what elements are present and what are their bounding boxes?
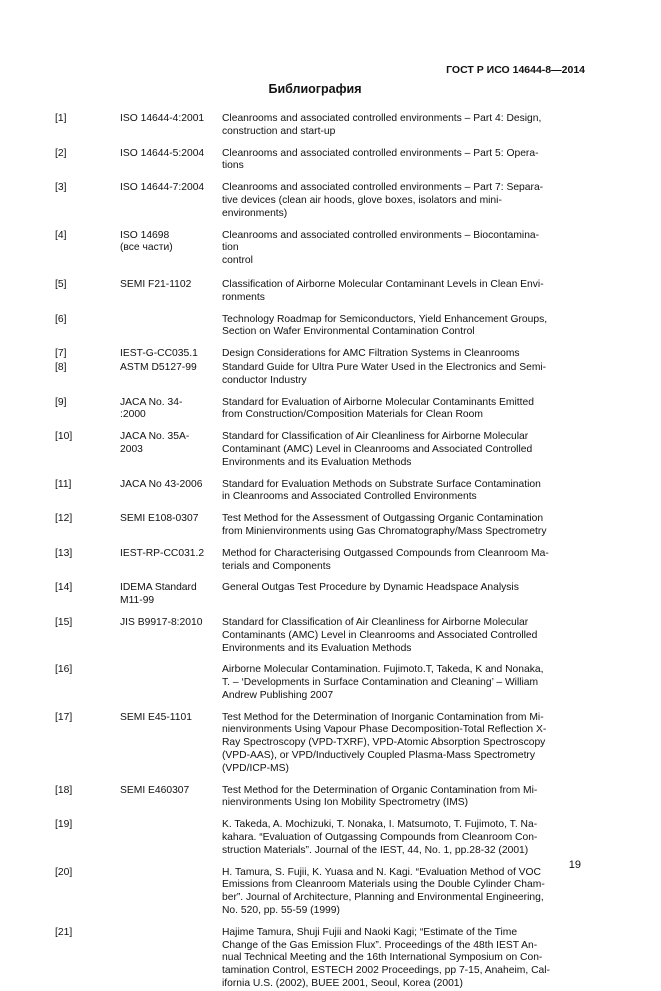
entry-text: Airborne Molecular Contamination. Fujimoto.T, Takeda, K and Nonaka, T. – ‘Developments in Surface Contamination and Cleaning’ – William Andrew Publishing 2007	[222, 664, 544, 701]
entry-text: Cleanrooms and associated controlled environments – Biocontamina- tion control	[222, 229, 540, 267]
entry-code: ISO 14644-4:2001	[120, 113, 205, 124]
entry-code	[120, 819, 222, 857]
entry-code: SEMI E45-1101	[120, 711, 192, 723]
entry-text: K. Takeda, A. Mochizuki, T. Nonaka, I. Matsumoto, T. Fujimoto, T. Na- kahara. “Evaluation of Outgassing Compounds from Cleanroom Con- struction Materials”. Journal of the IEST, 44, No. 1, pp.28-32 (2001)	[222, 819, 538, 856]
entry-number: [14]	[55, 582, 73, 594]
entry-number: [4]	[55, 229, 67, 241]
entry-number: [5]	[55, 278, 67, 290]
entry-code: ISO 14644-5:2004	[120, 147, 205, 159]
bibliography-entry	[55, 362, 575, 388]
page-title: Библиография	[268, 82, 362, 96]
entry-number: [8]	[55, 361, 67, 373]
entry-number: [15]	[55, 616, 73, 628]
bibliography-entry	[55, 279, 575, 305]
bibliography-entry	[55, 431, 575, 469]
bibliography-entry	[55, 479, 575, 505]
entry-text: Standard for Classification of Air Cleanliness for Airborne Molecular Contaminant (AMC) Level in Cleanrooms and Associated Controlled Environments and its Evaluation Methods	[222, 431, 533, 468]
entry-code: SEMI F21-1102	[120, 278, 192, 290]
entry-text: Technology Roadmap for Semiconductors, Yield Enhancement Groups, Section on Wafer Environmental Contamination Control	[222, 313, 548, 338]
bibliography-entry	[55, 230, 575, 268]
entry-text: Method for Characterising Outgassed Compounds from Cleanroom Ma- terials and Components	[222, 547, 549, 572]
bibliography-entry	[55, 582, 575, 608]
entry-text: Cleanrooms and associated controlled environments – Part 4: Design, construction and start-up	[222, 113, 542, 137]
entry-text: Standard for Classification of Air Cleanliness for Airborne Molecular Contaminants (AMC) Level in Cleanrooms and Associated Controlled Environments and its Evaluation Methods	[222, 616, 538, 654]
bibliography-list	[55, 113, 575, 991]
entry-text: Classification of Airborne Molecular Contaminant Levels in Clean Envi- ronments	[222, 278, 544, 303]
entry-code: JIS B9917-8:2010	[120, 616, 203, 628]
entry-text: Standard for Evaluation of Airborne Molecular Contaminants Emitted from Construction/Composition Materials for Clean Room	[222, 396, 534, 421]
entry-number: [19]	[55, 819, 73, 831]
entry-number: [17]	[55, 711, 73, 723]
entry-number: [18]	[55, 784, 73, 796]
entry-code	[120, 927, 222, 991]
entry-code: IDEMA Standard M11-99	[120, 582, 197, 607]
entry-number: [21]	[55, 926, 73, 938]
entry-code: JACA No 43-2006	[120, 478, 203, 490]
bibliography-entry	[55, 148, 575, 174]
bibliography-entry	[55, 348, 575, 361]
bibliography-entry	[55, 513, 575, 539]
bibliography-entry	[55, 927, 575, 991]
bibliography-entry	[55, 182, 575, 220]
entry-number: [7]	[55, 348, 67, 360]
entry-code: SEMI E108-0307	[120, 513, 199, 525]
entry-text: Test Method for the Assessment of Outgassing Organic Contamination from Minienvironments using Gas Chromatography/Mass Spectrometry	[222, 513, 547, 537]
bibliography-entry	[55, 867, 575, 918]
bibliography-entry	[55, 617, 575, 655]
entry-number: [16]	[55, 664, 73, 676]
entry-number: [10]	[55, 431, 73, 443]
bibliography-entry	[55, 785, 575, 811]
entry-text: Design Considerations for AMC Filtration Systems in Cleanrooms	[222, 348, 520, 360]
entry-text: Test Method for the Determination of Organic Contamination from Mi- nienvironments Using Ion Mobility Spectrometry (IMS)	[222, 784, 538, 809]
bibliography-entry	[55, 664, 575, 702]
entry-number: [6]	[55, 313, 67, 325]
entry-number: [3]	[55, 182, 67, 194]
bibliography-entry	[55, 548, 575, 574]
entry-text: Cleanrooms and associated controlled environments – Part 7: Separa- tive devices (clean air hoods, glove boxes, isolators and mini- environments)	[222, 182, 544, 219]
entry-number: [13]	[55, 547, 73, 559]
entry-text: Cleanrooms and associated controlled environments – Part 5: Opera- tions	[222, 147, 539, 172]
entry-code	[120, 664, 222, 702]
entry-number: [1]	[55, 113, 67, 124]
entry-number: [2]	[55, 147, 67, 159]
entry-code: ASTM D5127-99	[120, 361, 197, 373]
entry-text: General Outgas Test Procedure by Dynamic Headspace Analysis	[222, 582, 519, 594]
entry-code	[120, 867, 222, 918]
entry-code: JACA No. 35A- 2003	[120, 431, 190, 455]
entry-code: IEST-G-CC035.1	[120, 348, 198, 360]
entry-code: ISO 14698 (все части)	[120, 229, 173, 254]
entry-number: [20]	[55, 866, 73, 878]
entry-text: H. Tamura, S. Fujii, K. Yuasa and N. Kagi. “Evaluation Method of VOC Emissions from Cleanroom Materials using the Double Cylinder Cham- ber”. Journal of Architecture, Planning and Environmental Engineering, No. 520, pp. 55-59 (1999)	[222, 866, 545, 917]
bibliography-entry	[55, 712, 575, 776]
entry-text: Test Method for the Determination of Inorganic Contamination from Mi- nienvironments Using Vapour Phase Decomposition-Total Reflection X- Ray Spectroscopy (VPD-TXRF), VPD-Atomic Absorption Spectroscopy (VPD-AAS), or VPD/Inductively Coupled Plasma-Mass Spectrometry (VPD/ICP-MS)	[222, 711, 547, 774]
entry-code: IEST-RP-CC031.2	[120, 547, 205, 559]
page-number: 19	[568, 859, 581, 871]
document-id: ГОСТ Р ИСО 14644-8—2014	[446, 64, 585, 76]
bibliography-entry	[55, 314, 575, 340]
entry-code: ISO 14644-7:2004	[120, 182, 205, 194]
bibliography-entry	[55, 819, 575, 857]
entry-code: JACA No. 34- :2000	[120, 396, 183, 421]
entry-code: SEMI E460307	[120, 784, 190, 796]
entry-text: Standard for Evaluation Methods on Substrate Surface Contamination in Cleanrooms and Associated Controlled Environments	[222, 478, 541, 503]
bibliography-entry	[55, 113, 575, 139]
entry-code	[120, 314, 222, 340]
entry-text: Hajime Tamura, Shuji Fujii and Naoki Kagi; “Estimate of the Time Change of the Gas Emission Flux”. Proceedings of the 48th IEST An- nual Technical Meeting and the 16th International Symposium on Con- tamination Control, ESTECH 2002 Proceedings, pp 7-15, Anaheim, Cal- ifornia U.S. (2002), BUEE 2001, Seoul, Korea (2001)	[222, 926, 550, 990]
entry-number: [9]	[55, 396, 67, 408]
bibliography-entry	[55, 397, 575, 423]
entry-text: Standard Guide for Ultra Pure Water Used in the Electronics and Semi- conductor Industry	[222, 361, 547, 386]
entry-number: [12]	[55, 513, 73, 525]
entry-number: [11]	[55, 478, 72, 490]
